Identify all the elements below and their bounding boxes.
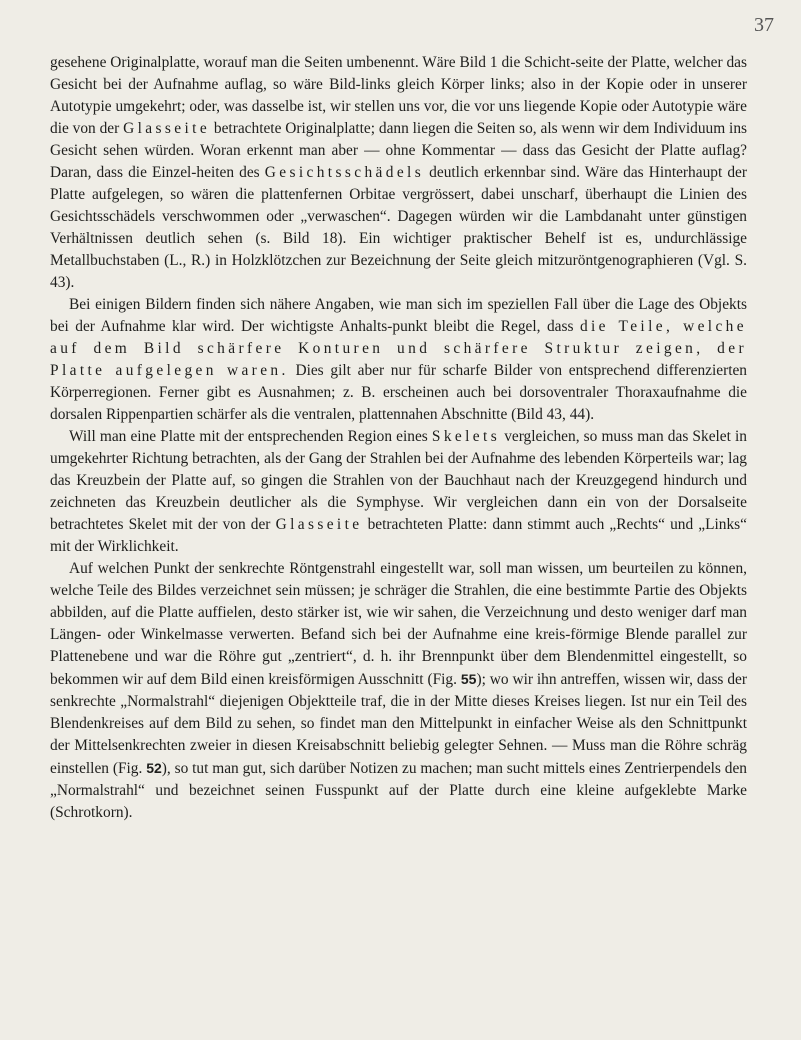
text-segment: Will man eine Platte mit der entsprechenden Region eines: [69, 428, 432, 445]
paragraph: [50, 52, 747, 294]
paragraph: [50, 294, 747, 426]
text-segment: vergleichen, so muss man das Skelet in umgekehrter Richtung betrachten, als der Gang der Strahlen bei der Aufnahme des lebenden Körperteils war; lag das Kreuzbein der Platte auf, so gingen die Strahlen von der Bauchhaut nach der Kreuzgegend hindurch und zeichneten das Kreuzbein deutlicher als die Symphyse. Wir vergleichen dann ein von der Dorsalseite betrachtetes Skelet mit der von der: [50, 428, 747, 533]
text-segment: betrachteten Platte: dann stimmt auch „Rechts“ und „Links“ mit der Wirklichkeit.: [50, 516, 747, 555]
emphasized-text: die Teile, welche auf dem Bild schärfere Konturen und schärfere Struktur zeigen, der Platte aufgelegen waren.: [50, 318, 747, 379]
emphasized-text: Glasseite: [123, 120, 211, 137]
figure-reference: 55: [460, 671, 477, 687]
figure-reference: 52: [146, 760, 162, 776]
text-segment: Auf welchen Punkt der senkrechte Röntgenstrahl eingestellt war, soll man wissen, um beurteilen zu können, welche Teile des Bildes verzeichnet sein müssen; je schräger die Strahlen, die eine bestimmte Partie des Objekts abbilden, auf die Platte auffielen, desto stärker ist, wie wir sahen, die Verzeichnung und desto weniger darf man Längen- oder Winkelmasse verwerten. Befand sich bei der Aufnahme eine kreis-förmige Blende parallel zur Plattenebene und war die Röhre gut „zentriert“, d. h. ihr Brennpunkt über dem Blendenmittel eingestellt, so bekommen wir auf dem Bild einen kreisförmigen Ausschnitt (Fig.: [50, 560, 747, 688]
text-segment: betrachtete Originalplatte; dann liegen die Seiten so, als wenn wir dem Individuum ins Gesicht sehen würden. Woran erkennt man aber — ohne Kommentar — dass das Gesicht der Platte auflag? Daran, dass die Einzel-heiten des: [50, 120, 747, 181]
body-text: [50, 52, 747, 824]
text-segment: Bei einigen Bildern finden sich nähere Angaben, wie man sich im speziellen Fall über die Lage des Objekts bei der Aufnahme klar wird. Der wichtigste Anhalts-punkt bleibt die Regel, dass: [50, 296, 747, 335]
paragraph: [50, 426, 747, 558]
emphasized-text: Skelets: [431, 428, 501, 445]
page-number: 37: [754, 14, 774, 36]
text-segment: ); wo wir ihn antreffen, wissen wir, dass der senkrechte „Normalstrahl“ diejenigen Objektteile traf, die in der Mitte dieses Kreises liegen. Ist nur ein Teil des Blendenkreises auf dem Bild zu sehen, so findet man den Mittelpunkt in einfacher Weise als den Schnittpunkt der Mittelsenkrechten zweier in diesen Kreisabschnitt beliebig gelegter Sehnen. — Muss man die Röhre schräg einstellen (Fig.: [50, 671, 747, 777]
text-segment: deutlich erkennbar sind. Wäre das Hinterhaupt der Platte aufgelegen, so wären die plattenfernen Orbitae vergrössert, dabei unscharf, überhaupt die Linien des Gesichtsschädels verschwommen oder „verwaschen“. Dagegen würden wir die Lambdanaht unter günstigen Verhältnissen deutlich sehen (s. Bild 18). Ein wichtiger praktischer Behelf ist es, undurchlässige Metallbuchstaben (L., R.) in Holzklötzchen zur Bezeichnung der Seite gleich mitzuröntgenographieren (Vgl. S. 43).: [50, 164, 747, 291]
emphasized-text: Gesichtsschädels: [264, 164, 425, 181]
paragraph: [50, 558, 747, 824]
text-segment: ), so tut man gut, sich darüber Notizen zu machen; man sucht mittels eines Zentrierpendels den „Normalstrahl“ und bezeichnet seinen Fusspunkt auf der Platte durch eine kleine aufgeklebte Marke (Schrotkorn).: [50, 760, 747, 821]
text-segment: gesehene Originalplatte, worauf man die Seiten umbenennt. Wäre Bild 1 die Schicht-seite der Platte, welcher das Gesicht bei der Aufnahme auflag, so wäre Bild-links gleich Körper links; also in der Kopie oder in unserer Autotypie umgekehrt; oder, was dasselbe ist, wir stellen uns vor, die vor uns liegende Kopie oder Autotypie wäre die von der: [50, 54, 747, 137]
emphasized-text: Glasseite: [275, 516, 363, 533]
text-segment: Dies gilt aber nur für scharfe Bilder von entsprechend differenzierten Körperregionen. Ferner gibt es Ausnahmen; z. B. erscheinen auch bei dorsoventraler Thoraxaufnahme die dorsalen Rippenpartien schärfer als die ventralen, plattennahen Abschnitte (Bild 43, 44).: [50, 362, 748, 423]
